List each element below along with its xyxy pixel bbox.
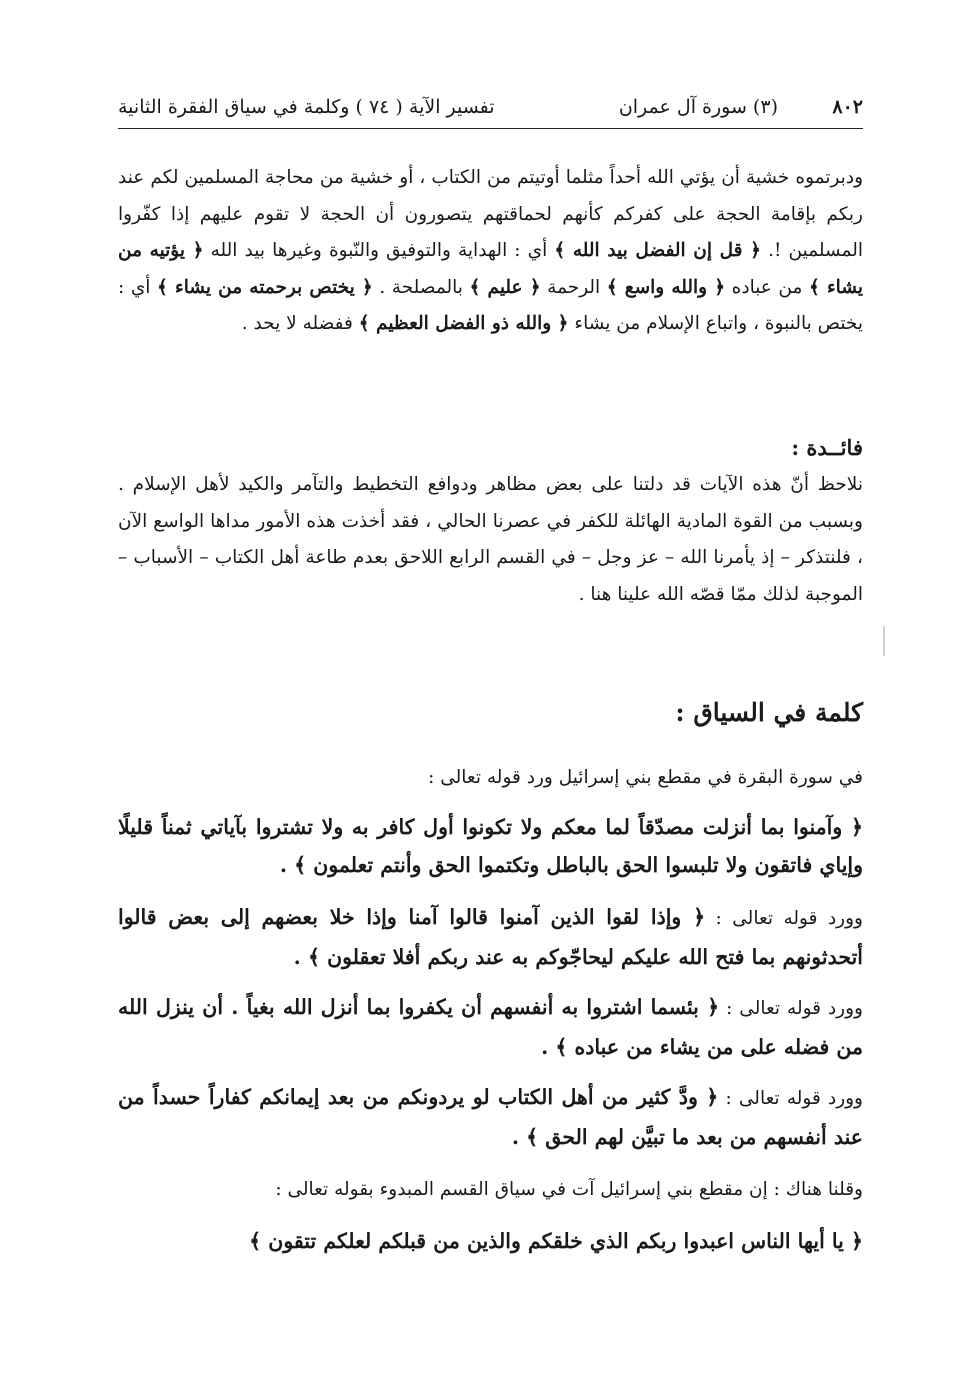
faida-heading: فائــدة : [791, 435, 863, 460]
verse-block-3 [118, 988, 863, 1068]
quran-quote: ﴿ يختص برحمته من يشاء ﴾ [157, 276, 373, 298]
quran-quote: ﴿ يؤتيه من يشاء ﴾ [118, 240, 863, 298]
margin-mark [883, 626, 885, 656]
verse-end: . [293, 945, 308, 969]
page-number: ٨٠٢ [832, 96, 863, 118]
verse-end: . [541, 1035, 556, 1059]
text-run: ودبرتموه خشية أن يؤتي الله أحداً مثلما أوتيتم من الكتاب ، أو خشية من محاجة المسلمين لكم عند ربكم بإقامة الحجة على كفركم كأنهم لحماقتهم يتصورون أن الحجة لا تقوم عليهم إذا كفّروا المسلمين !. [118, 167, 864, 261]
text-run: أي : يختص بالنبوة ، واتباع الإسلام من يشاء [118, 276, 863, 334]
verse-text: ﴿ وآمنوا بما أنزلت مصدّقاً لما معكم ولا تكونوا أول كافر به ولا تشتروا بآياتي ثمناً قليلًا وإياي فاتقون ولا تلبسوا الحق بالباطل وتكتموا الحق وأنتم تعلمون ﴾ [118, 815, 863, 877]
verse-text: ﴿ وإذا لقوا الذين آمنوا قالوا آمنا وإذا خلا بعضهم إلى بعض قالوا أتحدثونهم بما فتح الله عليكم ليحاجّوكم به عند ربكم أفلا تعقلون ﴾ [118, 905, 863, 969]
verse-end: . [279, 853, 295, 877]
verse-text: ﴿ ودَّ كثير من أهل الكتاب لو يردونكم من بعد إيمانكم كفاراً حسداً من عند أنفسهم من بعد ما تبيَّن لهم الحق ﴾ [118, 1085, 863, 1149]
page-header [118, 92, 863, 129]
section-title: تفسير الآية ( ٧٤ ) وكلمة في سياق الفقرة الثانية [118, 96, 495, 118]
quran-quote: ﴿ والله واسع ﴾ [606, 276, 726, 298]
verse-text: ﴿ بئسما اشتروا به أنفسهم أن يكفروا بما أنزل الله بغياً . أن ينزل الله من فضله على من يشاء من عباده ﴾ [118, 995, 863, 1059]
tafsir-paragraph [118, 160, 863, 343]
verse-end: . [511, 1125, 527, 1149]
quran-quote: ﴿ قل إن الفضل بيد الله ﴾ [554, 240, 762, 261]
verse-block-2 [118, 898, 863, 978]
text-run: من عباده [725, 276, 809, 298]
surah-name: (٣) سورة آل عمران [618, 96, 778, 118]
verse-block-1 [118, 808, 863, 884]
text-run: ففضله لا يحد . [241, 313, 359, 334]
quran-quote: ﴿ والله ذو الفضل العظيم ﴾ [358, 313, 569, 334]
faida-paragraph: نلاحظ أنّ هذه الآيات قد دلتنا على بعض مظاهر ودوافع التخطيط والتآمر والكيد لأهل الإسلام . وبسبب من القوة المادية الهائلة للكفر في عصرنا الحالي ، فقد أخذت هذه الأمور مداها الواسع الآن ، فلنتذكر – إذ يأمرنا الله – عز وجل – في القسم الرابع اللاحق بعدم طاعة أهل الكتاب – الأسباب – الموجبة لذلك ممّا قصّه الله علينا هنا . [118, 474, 863, 605]
verse-block-4 [118, 1078, 863, 1158]
verse-lead: وورد قوله تعالى : [719, 998, 863, 1019]
text-run: بالمصلحة . [372, 276, 470, 298]
verse-lead: وورد قوله تعالى : [705, 908, 863, 929]
text-run: أي : الهداية والتوفيق والنّبوة وغيرها بيد الله [203, 240, 555, 261]
verse-lead: وورد قوله تعالى : [718, 1088, 863, 1109]
context-intro-2: وقلنا هناك : إن مقطع بني إسرائيل آت في سياق القسم المبدوء بقوله تعالى : [275, 1179, 863, 1200]
verse-block-5: ﴿ يا أيها الناس اعبدوا ربكم الذي خلقكم والذين من قبلكم لعلكم تتقون ﴾ [249, 1229, 863, 1253]
context-intro: في سورة البقرة في مقطع بني إسرائيل ورد قوله تعالى : [428, 767, 863, 788]
text-run: الرحمة [540, 276, 607, 298]
quran-quote: ﴿ عليم ﴾ [469, 276, 541, 298]
kalima-heading: كلمة في السياق : [675, 698, 863, 727]
